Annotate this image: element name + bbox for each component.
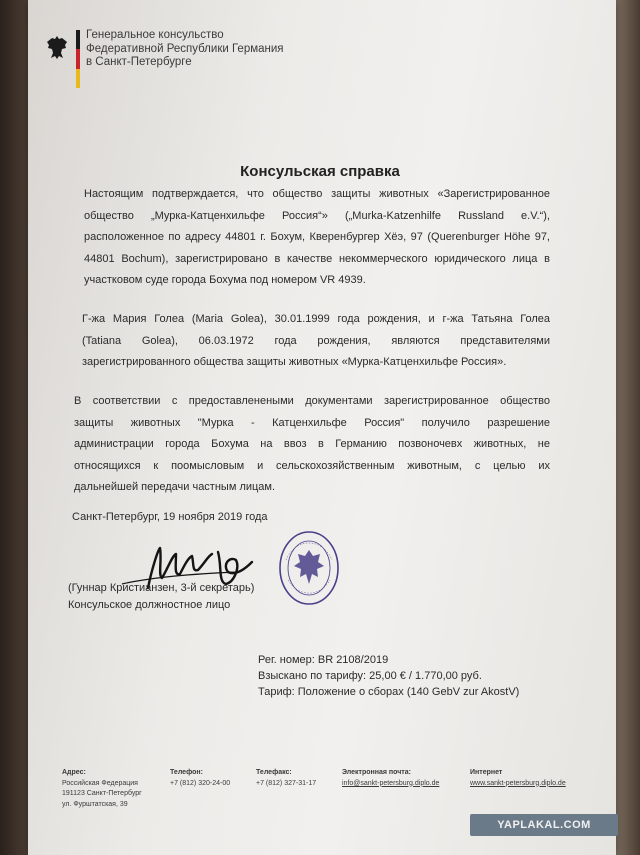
header-line-1: Генеральное консульство [86, 29, 224, 41]
text-line: зарегистрированного общества защиты животных «Мурка-Катценхильфе Россия». [82, 356, 507, 368]
fee-charged: Взыскано по тарифу: 25,00 € / 1.770,00 руб. [258, 670, 482, 682]
text-line: расположенное по адресу 44801 г. Бохум, Кверенбургер Хёэ, 97 (Querenburger Höhe 97, [84, 231, 550, 243]
footer-email [342, 768, 439, 789]
federal-eagle-icon [46, 34, 68, 60]
paragraph-permission [74, 391, 550, 499]
header-line-3: в Санкт-Петербурге [86, 56, 192, 68]
text-line: Настоящим подтверждается, что общество защиты животных «Зарегистрированное [84, 188, 550, 200]
document-title: Консульская справка [240, 163, 400, 180]
footer-address-label: Адрес: [62, 769, 86, 776]
text-line: дальнейшей передачи частным лицам. [74, 481, 276, 493]
footer-internet [470, 768, 566, 789]
footer-phone-value: +7 (812) 320-24-00 [170, 779, 231, 787]
german-flag-bar [76, 30, 80, 88]
site-watermark [470, 814, 618, 836]
text-line: участковом суде города Бохума под номером VR 4939. [84, 274, 366, 286]
footer-fax-label: Телефакс: [256, 769, 292, 776]
paragraph-representatives [82, 309, 550, 374]
footer-email-link[interactable]: info@sankt-petersburg.diplo.de [342, 779, 440, 787]
text-line: (Tatiana Golea), 06.03.1972 года рождения, являются представителями [82, 334, 550, 347]
signer-role: Консульское должностное лицо [68, 599, 231, 611]
text-line: защиты животных "Мурка - Катценхильфе Россия" получило разрешение [74, 416, 550, 429]
consulate-seal [278, 530, 340, 606]
text-line: администрации города Бохума на ввоз в Германию позвоночевх животных, не [74, 438, 550, 450]
text-line: 44801 Bochum), зарегистрировано в качестве некоммерческого юридического лица в [84, 252, 550, 265]
footer-phone-label: Телефон: [170, 769, 203, 776]
fee-tariff: Тариф: Положение о сборах (140 GebV zur AkostV) [258, 686, 520, 698]
footer-phone [170, 768, 230, 789]
text-line: относящихся к поомысловым и сельскохозяйственным животным, с целью их [74, 459, 550, 472]
signer-name: (Гуннар Кристианзен, 3-й секретарь) [68, 582, 255, 594]
place-and-date: Санкт-Петербург, 19 ноября 2019 года [72, 511, 268, 523]
header-line-2: Федеративной Республики Германия [86, 42, 284, 55]
footer-internet-label: Интернет [470, 769, 503, 776]
fee-block [258, 652, 519, 700]
footer-address-line: 191123 Санкт-Петербург [62, 790, 142, 797]
footer-internet-link[interactable]: www.sankt-petersburg.diplo.de [470, 779, 566, 787]
registration-number: Рег. номер: BR 2108/2019 [258, 654, 389, 666]
signer-block [68, 580, 254, 614]
watermark-text: YAPLAKAL.COM [497, 819, 591, 831]
consulate-header [86, 29, 284, 70]
text-line: В соответствии с предоставленеными документами зарегистрированное общество [74, 395, 550, 407]
text-line: Г-жа Мария Голеа (Maria Golea), 30.01.1999 года рождения, и г-жа Татьяна Голеа [82, 313, 550, 325]
footer-fax [256, 768, 316, 789]
footer-fax-value: +7 (812) 327-31-17 [256, 779, 317, 787]
footer-email-label: Электронная почта: [342, 769, 411, 776]
footer-address [62, 768, 142, 810]
footer-address-line: ул. Фурштатская, 39 [62, 800, 128, 808]
paragraph-registration [84, 184, 550, 292]
text-line: общество „Мурка-Катценхильфе Россия“» („Murka-Katzenhilfe Russland e.V.“), [84, 209, 550, 222]
footer-address-line: Российская Федерация [62, 779, 138, 787]
